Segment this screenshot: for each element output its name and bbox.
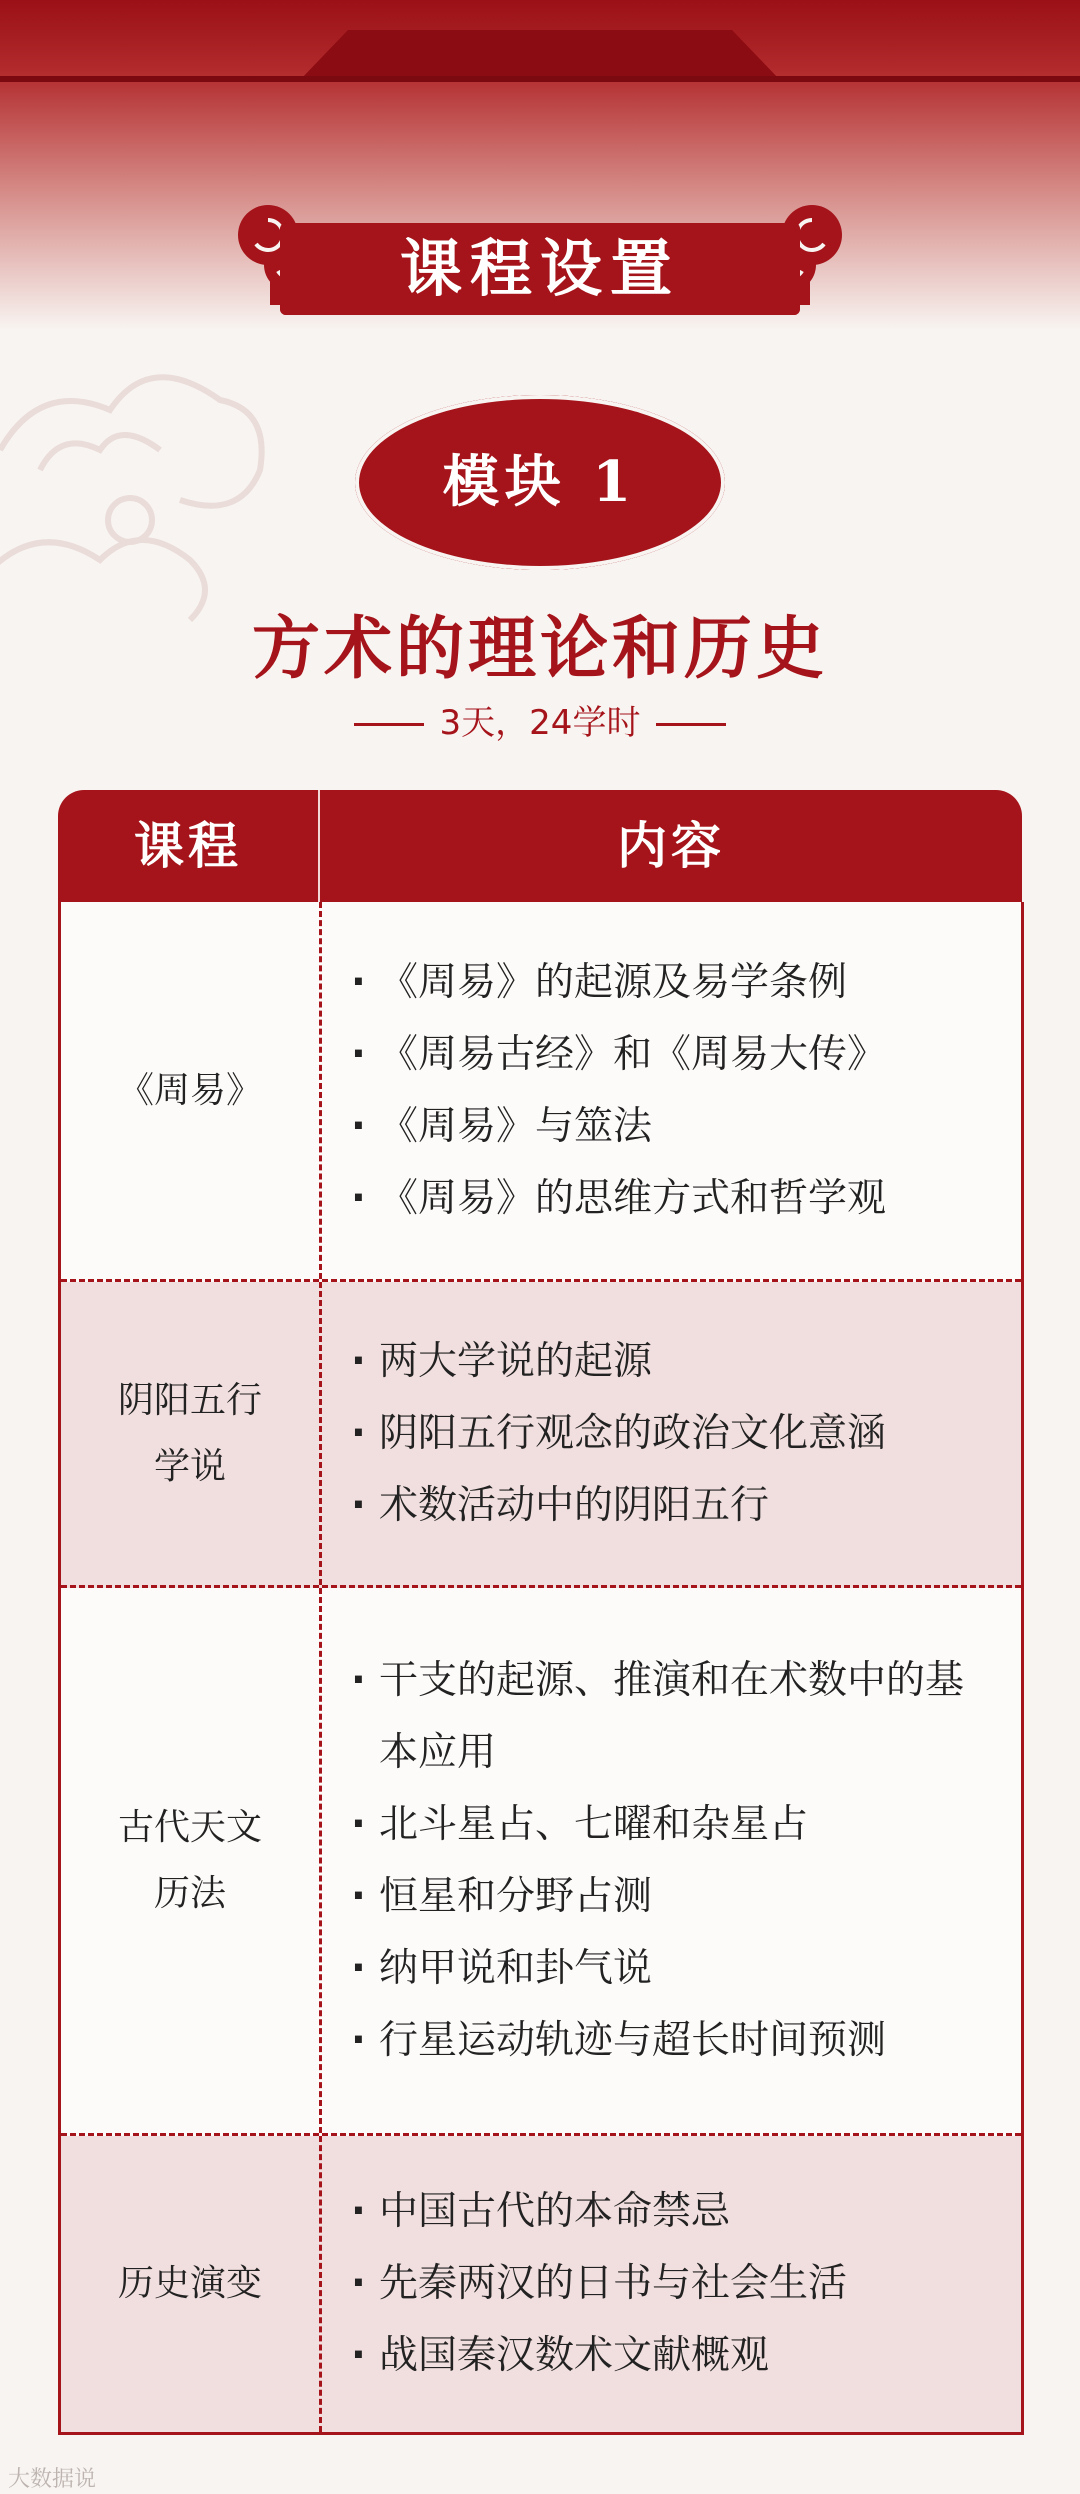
course-name [61,1282,319,1585]
content-item: · 两大学说的起源 [351,1326,1001,1398]
table-header [58,790,1022,902]
course-name-line: 学说 [153,1445,226,1487]
content-item: · 北斗星占、七曜和杂星占 [351,1789,1001,1861]
course-name-line: 历史演变 [117,2263,262,2304]
content-item: · 纳甲说和卦气说 [351,1933,1001,2005]
module-duration: 3天，24学时 [439,703,641,743]
course-name-line: 阴阳五行 [117,1379,262,1421]
content-item: · 《周易》与筮法 [351,1091,1001,1163]
content-item: · 干支的起源、推演和在术数中的基本应用 [351,1645,1001,1789]
content-item: · 《周易古经》和《周易大传》 [351,1019,1001,1091]
column-divider [319,1282,322,1585]
top-tab-decoration [300,30,780,80]
course-name-line: 历法 [153,1872,226,1914]
content-item: · 先秦两汉的日书与社会生活 [351,2248,1001,2320]
course-table [58,790,1022,2435]
header-course: 课程 [134,817,242,875]
table-row [61,1282,1021,1588]
module-badge-label: 模块 1 [442,449,638,515]
content-item: · 行星运动轨迹与超长时间预测 [351,2005,1001,2077]
course-name-line: 古代天文 [117,1806,262,1848]
content-list [351,1588,1001,2133]
course-name [61,2136,319,2432]
content-list [351,2136,1001,2432]
content-item: · 《周易》的起源及易学条例 [351,947,1001,1019]
watermark: 大数据说 [8,2467,97,2492]
subtitle-dash-right [656,723,726,726]
content-list [351,1282,1001,1585]
header-content: 内容 [617,817,725,875]
top-rule [0,76,1080,82]
column-divider [319,902,322,1279]
section-title: 课程设置 [399,232,680,305]
module-subtitle [0,695,1080,744]
subtitle-dash-left [354,723,424,726]
table-row [61,2136,1021,2432]
content-item: · 战国秦汉数术文献概观 [351,2320,1001,2392]
table-row [61,902,1021,1282]
table-body [58,902,1024,2435]
column-divider [319,1588,322,2133]
course-name [61,902,319,1279]
table-row [61,1588,1021,2136]
course-name-line: 《周易》 [117,1069,262,1111]
course-name [61,1588,319,2133]
content-item: · 阴阳五行观念的政治文化意涵 [351,1398,1001,1470]
content-item: · 恒星和分野占测 [351,1861,1001,1933]
column-divider [319,2136,322,2432]
section-title-plaque [230,195,850,320]
content-item: · 中国古代的本命禁忌 [351,2176,1001,2248]
module-title: 方术的理论和历史 [251,610,828,689]
module-badge [355,395,725,570]
content-item: · 术数活动中的阴阳五行 [351,1470,1001,1542]
content-list [351,902,1001,1279]
content-item: · 《周易》的思维方式和哲学观 [351,1163,1001,1235]
